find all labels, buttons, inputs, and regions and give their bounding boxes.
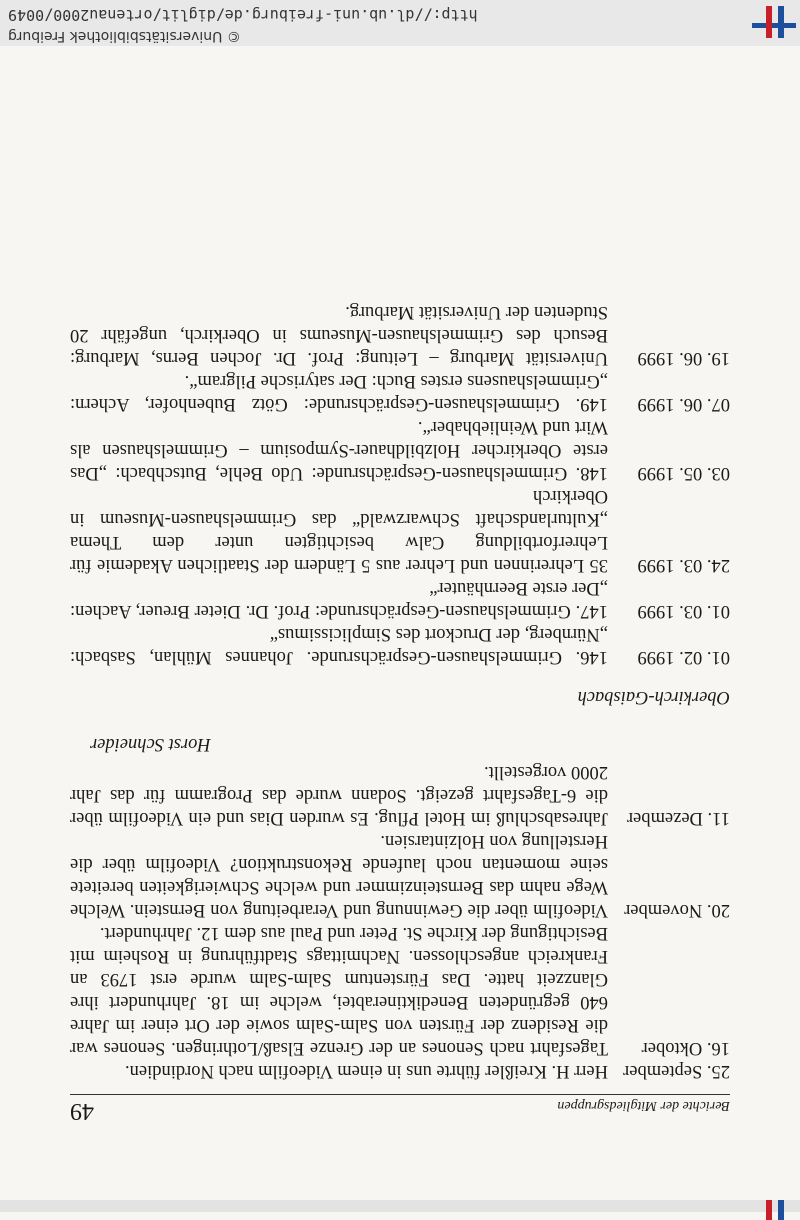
entries-section-a (70, 760, 730, 1082)
entry-date: 24. 03. 1999 (637, 555, 730, 575)
entry-row (70, 921, 730, 1059)
entry-row (70, 415, 730, 484)
entry-text: 148. Grimmelshausen-Gesprächsrunde: Udo Behle, Butschbach: „Das erste Oberkircher Holzbildhauer-Symposium – Grimmelshausen als Wirt und Weinliebhaber“. (70, 417, 608, 483)
entry-row (70, 622, 730, 668)
entry-date: 20. November (624, 900, 730, 920)
entry-text: Jahresabschluß im Hotel Pflug. Es wurden Dias und ein Videofilm über die 6-Tagesfahrt gezeigt. Sodann wurde das Programm für das Jahr 2000 vorgestellt. (70, 762, 608, 828)
entry-text: 147. Grimmelshausen-Gesprächsrunde: Prof. Dr. Dieter Breuer, Aachen: „Der erste Beernhäuter“ (70, 578, 608, 621)
entry-date: 25. September (623, 1061, 730, 1081)
entry-row (70, 369, 730, 415)
entry-date: 01. 02. 1999 (637, 647, 730, 667)
entries-section-b (70, 300, 730, 668)
entry-text: Videofilm über die Gewinnung und Verarbeitung von Bernstein. Welche Wege nahm das Bernsteinzimmer und welche Schwierigkeiten bereitete seine momentan noch laufende Rekonstruktion? Videofilm über die Herstellung von Holzintarsien. (70, 831, 608, 920)
document-page (70, 300, 730, 1124)
library-logo-icon (752, 4, 796, 40)
entry-row (70, 760, 730, 829)
top-library-banner (0, 1200, 800, 1212)
bottom-library-banner (0, 0, 800, 46)
entry-row (70, 829, 730, 921)
entry-row (70, 576, 730, 622)
entry-date: 19. 06. 1999 (637, 348, 730, 368)
entry-date: 16. Oktober (641, 1038, 730, 1058)
entry-text: 35 Lehrerinnen und Lehrer aus 5 Ländern der Staatlichen Akademie für Lehrerfortbildung Calw besichtigten unter dem Thema „Kulturlandschaft Schwarzwald“ das Grimmelshausen-Museum in Oberkirch (70, 486, 608, 575)
entry-text: Herr H. Kreißler führte uns in einem Videofilm nach Nordindien. (124, 1061, 608, 1081)
library-logo-icon (752, 1200, 796, 1220)
running-title: Berichte der Mitgliedsgruppen (557, 1098, 730, 1113)
entry-date: 03. 05. 1999 (637, 463, 730, 483)
section-place-heading: Oberkirch-Gaisbach (577, 687, 730, 707)
entry-text: Universität Marburg – Leitung: Prof. Dr. Jochen Berns, Marburg: Besuch des Grimmelshausen-Museums in Oberkirch, ungefähr 20 Studenten der Universität Marburg. (70, 302, 608, 368)
author-signature: Horst Schneider (90, 734, 211, 754)
entry-text: 146. Grimmelshausen-Gesprächsrunde. Johannes Mühlan, Sasbach: „Nürnberg, der Druckort des Simplicissimus“ (70, 624, 608, 667)
entry-text: 149. Grimmelshausen-Gesprächsrunde: Götz Bubenhofer, Achern: „Grimmelshausens erstes Buch: Der satyrische Pilgram“. (70, 371, 608, 414)
entry-date: 11. Dezember (626, 808, 730, 828)
entry-row (70, 1059, 730, 1082)
entry-row (70, 484, 730, 576)
library-credit: © Universitätsbibliothek Freiburg (8, 28, 241, 44)
entry-date: 07. 06. 1999 (637, 394, 730, 414)
page-number: 49 (70, 1098, 94, 1124)
permalink-url[interactable]: http://dl.ub.uni-freiburg.de/diglit/ortenau2000/0049 (8, 6, 478, 24)
entry-text: Tagesfahrt nach Senones an der Grenze Elsaß/Lothringen. Senones war die Residenz der Fürsten von Salm-Salm sowie der Ort einer im Jahre 640 gegründeten Benediktinerabtei, welche im 18. Jahrhundert ihre Glanzzeit hatte. Das Fürstentum Salm-Salm wurde erst 1793 an Frankreich angeschlossen. Nachmittags Stadtführung in Rosheim mit Besichtigung der Kirche St. Peter und Paul aus dem 12. Jahrhundert. (70, 923, 608, 1058)
entry-row (70, 300, 730, 369)
entry-date: 01. 03. 1999 (637, 601, 730, 621)
page-header (70, 1094, 730, 1124)
